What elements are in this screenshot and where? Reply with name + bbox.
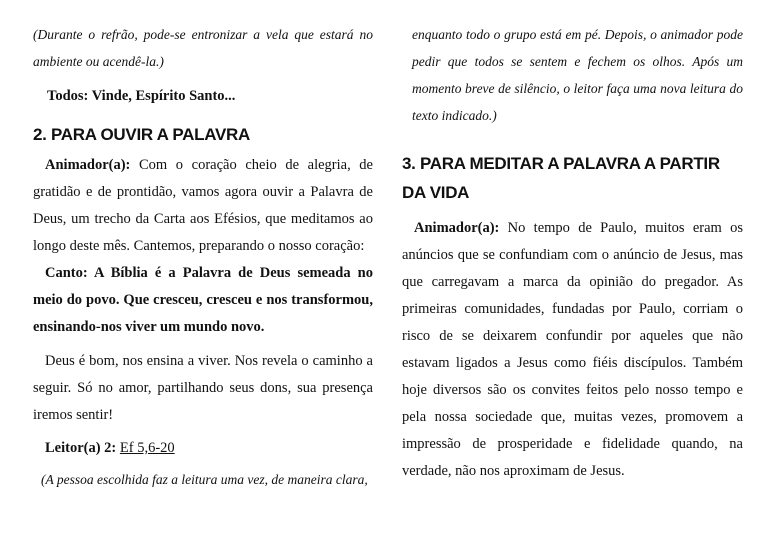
leitor-label: Leitor(a) 2: [45,440,117,456]
left-column [33,0,373,493]
section-2-heading: 2. PARA OUVIR A PALAVRA [33,125,250,144]
leitor-reference: Ef 5,6-20 [119,440,175,456]
animador-label: Animador(a): [45,157,131,173]
rubric-continuation: enquanto todo o grupo está em pé. Depois, o animador pode pedir que todos se sentem e fechem os olhos. Após um momento breve de silêncio, o leitor faça uma nova leitura do texto indicado.) [412,27,743,123]
rubric-vela: (Durante o refrão, pode-se entronizar a vela que estará no ambiente ou acendê-la.) [33,27,373,69]
canto-paragraph: Canto: A Bíblia é a Palavra de Deus semeada no meio do povo. Que cresceu, cresceu e nos transformou, ensinando-nos viver um mundo novo. [33,265,373,335]
todos-response: Todos: Vinde, Espírito Santo... [47,88,236,104]
animador-text: Com o coração cheio de alegria, de gratidão e de prontidão, vamos agora ouvir a Palavra de Deus, um trecho da Carta aos Efésios, que meditamos ao longo deste mês. Cantemos, preparando o nosso coração: [33,157,373,254]
animador-paragraph-right [402,215,743,485]
animador-paragraph [33,152,373,260]
animador-label-right: Animador(a): [414,220,500,236]
right-column [402,0,743,485]
rubric-leitura: (A pessoa escolhida faz a leitura uma vez, de maneira clara, [41,472,368,487]
hymn-paragraph: Deus é bom, nos ensina a viver. Nos revela o caminho a seguir. Só no amor, partilhando seus dons, sua presença iremos sentir! [33,353,373,423]
section-3-heading: 3. PARA MEDITAR A PALAVRA A PARTIR DA VIDA [402,154,720,202]
leitor-line [33,435,373,462]
animador-text-right: No tempo de Paulo, muitos eram os anúncios que se confundiam com o anúncio de Jesus, mas que carregavam a marca da opinião do pregador. As primeiras comunidades, fundadas por Paulo, corriam o risco de se deixarem confundir por aqueles que não estavam ligados a Jesus como fiéis discípulos. Também hoje diversos são os convites feitos pelo nosso tempo e pela nossa sociedade que, muitas vezes, promovem a impressão de prosperidade e fidelidade quando, na verdade, não nos aproximam de Jesus. [402,220,743,479]
